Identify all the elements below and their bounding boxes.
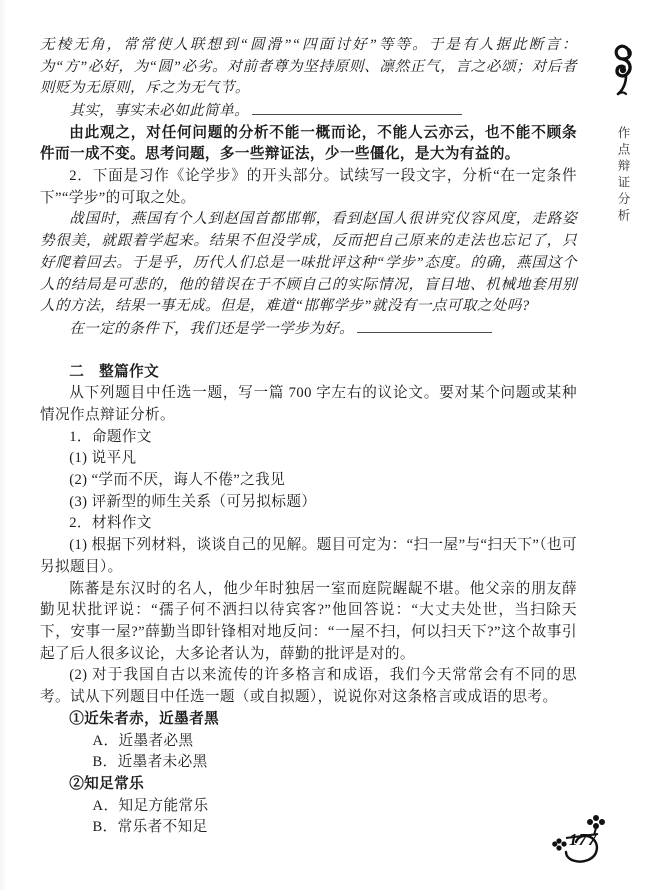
paragraph: [40, 123, 577, 166]
page-number-stamp: [552, 808, 618, 876]
paragraph-text: A．知足方能常乐: [92, 797, 209, 814]
paragraph-text: 二 整篇作文: [69, 363, 160, 380]
paragraph: [40, 35, 577, 100]
paragraph: [40, 166, 577, 209]
paragraph-text: ①近朱者赤，近墨者黑: [69, 710, 220, 727]
paragraph-text: 无棱无角，常常使人联想到“圆滑”“四面讨好”等等。于是有人据此断言：为“方”必好，为“圆”必劣。对前者尊为坚持原则、凛然正气，言之必颂；对后者则贬为无原则，斥之为无气节。: [40, 37, 577, 97]
paragraph-text: 在一定的条件下，我们还是学一学步为好。: [69, 320, 355, 337]
paragraph: [40, 513, 577, 535]
paragraph: [40, 796, 577, 818]
paragraph: [40, 774, 577, 796]
paragraph: [40, 709, 577, 731]
right-margin: [606, 40, 640, 225]
paragraph: [40, 752, 577, 774]
text-column: [40, 35, 577, 839]
paragraph-text: 从下列题目中任选一题，写一篇 700 字左右的议论文。要对某个问题或某种情况作点辩证分析。: [40, 385, 577, 423]
paragraph: [40, 817, 577, 839]
fill-in-blank-line: [252, 100, 462, 115]
paragraph: [40, 579, 577, 666]
page-number: 177: [569, 830, 598, 849]
paragraph-text: 其实，事实未必如此简单。: [69, 102, 250, 119]
paragraph-text: 战国时，燕国有个人到赵国首都邯郸，看到赵国人很讲究仪容风度，走路姿势很美，就跟着学起来。结果不但没学成，反而把自己原来的走法也忘记了，只好爬着回去。于是乎，历代人们总是一味批评这种“学步”态度。的确，燕国这个人的结局是可悲的，他的错误在于不顾自己的实际情况，盲目地、机械地套用别人的方法，结果一事无成。但是，难道“邯郸学步”就没有一点可取之处吗?: [40, 211, 577, 315]
paragraph-text: 2．下面是习作《论学步》的开头部分。试续写一段文字，分析“在一定条件下”“学步”的可取之处。: [40, 168, 577, 206]
paragraph: [40, 100, 577, 123]
paragraph: [40, 427, 577, 449]
paragraph-text: 由此观之，对任何问题的分析不能一概而论，不能人云亦云，也不能不顾条件而一成不变。思考问题，多一些辩证法，少一些僵化，是大为有益的。: [40, 124, 577, 163]
paragraph-text: 2．材料作文: [69, 515, 152, 532]
paragraph: [40, 209, 577, 318]
paragraph-text: (3) 评新型的师生关系（可另拟标题）: [69, 493, 317, 510]
paragraph: [40, 731, 577, 753]
paragraph-text: A．近墨者必黑: [92, 732, 194, 749]
paragraph: [40, 448, 577, 470]
paragraph-text: (2) 对于我国自古以来流传的许多格言和成语，我们今天常常会有不同的思考。试从下列题目中任选一题（或自拟题），说说你对这条格言或成语的思考。: [40, 667, 577, 706]
flourish-ornament-icon: [608, 40, 638, 100]
unit-title-vertical-label: 作点辩证分析: [616, 126, 630, 225]
paragraph-text: 1．命题作文: [69, 428, 152, 445]
paragraph-text: 陈蕃是东汉时的名人，他少年时独居一室而庭院龌龊不堪。他父亲的朋友薛勤见状批评说：“孺子何不洒扫以待宾客?”他回答说：“大丈夫处世，当扫除天下，安事一屋?”薛勤当即针锋相对地反问：“一屋不扫，何以扫天下?”这个故事引起了后人很多议论，大多论者认为，薛勤的批评是对的。: [40, 580, 577, 662]
paragraph-text: ②知足常乐: [69, 775, 145, 792]
paragraph-text: (1) 根据下列材料，谈谈自己的见解。题目可定为：“扫一屋”与“扫天下”（也可另拟题目）。: [40, 537, 577, 575]
paragraph: [40, 383, 577, 426]
paragraph: [40, 318, 577, 341]
paragraph: [40, 492, 577, 514]
paragraph-text: B．近墨者未必黑: [92, 754, 208, 771]
paragraph: [40, 665, 577, 708]
paragraph-text: B．常乐者不知足: [92, 819, 208, 836]
section-heading: [40, 362, 577, 384]
paragraph-text: (1) 说平凡: [69, 450, 137, 467]
paragraph-text: (2) “学而不厌，诲人不倦”之我见: [69, 472, 286, 489]
fill-in-blank-line: [357, 318, 492, 333]
paragraph: [40, 535, 577, 578]
paragraph: [40, 470, 577, 492]
